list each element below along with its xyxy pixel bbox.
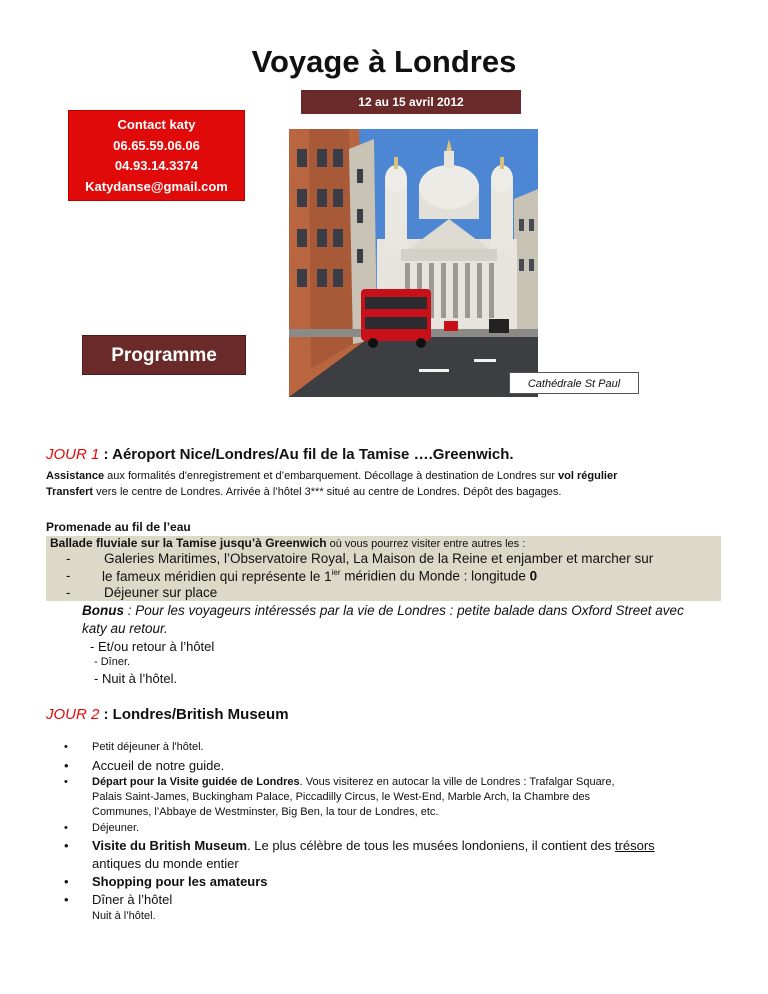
ballade-bold: Ballade fluviale sur la Tamise jusqu’à Greenwich bbox=[50, 536, 327, 550]
bonus-text1: : Pour les voyageurs intéressés par la vie de Londres : petite balade dans Oxford Street avec bbox=[124, 603, 684, 618]
jour2-b5-underline: trésors bbox=[614, 838, 655, 853]
list-item: • Dîner à l’hôtel bbox=[64, 892, 173, 907]
jour2-b5-text2: antiques du monde entier bbox=[92, 856, 239, 871]
jour2-b3-text3: Communes, l’Abbaye de Westminster, Big Ben, la tour de Londres, etc. bbox=[92, 806, 439, 818]
contact-phone-2: 04.93.14.3374 bbox=[114, 158, 199, 173]
jour1-diner: - Dîner. bbox=[94, 656, 131, 668]
page-title: Voyage à Londres bbox=[251, 44, 517, 79]
jour2-b3-text2: Palais Saint-James, Buckingham Palace, Piccadilly Circus, le West-End, Marble Arch, la Chambre des bbox=[92, 791, 591, 803]
jour2-b6: Shopping pour les amateurs bbox=[92, 874, 268, 889]
jour2-prefix: JOUR 2 bbox=[46, 706, 100, 723]
jour2-b3-bold: Départ pour la Visite guidée de Londres bbox=[92, 776, 300, 788]
list-item: • Visite du British Museum. Le plus célèbre de tous les musées londoniens, il contient des trésors bbox=[64, 838, 655, 853]
jour1-line2-text: vers le centre de Londres. Arrivée à l’hôtel 3*** situé au centre de Londres. Dépôt des bagages. bbox=[93, 486, 562, 498]
list-item: - Galeries Maritimes, l’Observatoire Royal, La Maison de la Reine et enjamber et marcher sur bbox=[66, 551, 654, 566]
bonus-line2: katy au retour. bbox=[82, 621, 168, 636]
jour1-nuit: - Nuit à l’hôtel. bbox=[94, 671, 178, 686]
contact-phone-1: 06.65.59.06.06 bbox=[113, 137, 200, 153]
jour1-heading bbox=[46, 446, 514, 463]
contact-label: Contact katy bbox=[117, 117, 196, 132]
jour1-line2 bbox=[46, 486, 561, 498]
programme-heading: Programme bbox=[82, 335, 246, 375]
jour1-item2-sup: ier bbox=[331, 568, 341, 577]
list-item: - Déjeuner sur place bbox=[66, 585, 218, 600]
contact-box bbox=[68, 110, 245, 201]
date-banner: 12 au 15 avril 2012 bbox=[301, 90, 521, 114]
jour2-b2: Accueil de notre guide. bbox=[92, 758, 225, 773]
jour2-heading bbox=[46, 706, 289, 723]
jour2-b7: Dîner à l’hôtel bbox=[92, 892, 173, 907]
bonus-label: Bonus bbox=[82, 603, 124, 618]
jour1-line1-text: aux formalités d'enregistrement et d’embarquement. Décollage à destination de Londres sur bbox=[104, 470, 559, 482]
jour2-b5-text1: . Le plus célèbre de tous les musées londoniens, il contient des bbox=[247, 838, 615, 853]
ballade-text: où vous pourrez visiter entre autres les : bbox=[326, 538, 526, 550]
jour1-assistance: Assistance bbox=[46, 470, 105, 482]
jour2-b1: Petit déjeuner à l'hôtel. bbox=[92, 741, 204, 753]
jour2-title: : Londres/British Museum bbox=[99, 706, 289, 723]
bonus-line1 bbox=[82, 603, 684, 618]
jour1-transfert: Transfert bbox=[46, 486, 94, 498]
jour1-item3: Déjeuner sur place bbox=[104, 585, 218, 600]
list-item: • Shopping pour les amateurs bbox=[64, 874, 268, 889]
jour2-b5-bold: Visite du British Museum bbox=[92, 838, 248, 853]
jour1-line1 bbox=[46, 470, 617, 482]
jour1-etou: - Et/ou retour à l’hôtel bbox=[90, 639, 215, 654]
jour1-item2a: le fameux méridien qui représente le 1 bbox=[102, 568, 332, 584]
list-item: - le fameux méridien qui représente le $1^{ier}$ méridien du Monde : longitude 0 bbox=[66, 568, 538, 584]
photo-caption: Cathédrale St Paul bbox=[509, 372, 639, 394]
jour1-item2b: méridien du Monde : longitude bbox=[340, 568, 530, 584]
promenade-heading: Promenade au fil de l’eau bbox=[46, 520, 191, 534]
jour1-item2-bold: 0 bbox=[529, 568, 538, 584]
cathedral-photo bbox=[289, 129, 538, 397]
ballade-line bbox=[50, 536, 525, 550]
jour1-item1: Galeries Maritimes, l’Observatoire Royal, La Maison de la Reine et enjamber et marcher sur bbox=[104, 551, 654, 566]
jour2-b4: Déjeuner. bbox=[92, 822, 140, 834]
contact-email: Katydanse@gmail.com bbox=[85, 178, 228, 194]
jour2-b8: Nuit à l’hôtel. bbox=[92, 910, 156, 922]
list-item: • Petit déjeuner à l'hôtel. bbox=[64, 741, 204, 753]
jour2-b3-text1: . Vous visiterez en autocar la ville de Londres : Trafalgar Square, bbox=[299, 776, 615, 788]
list-item: • Départ pour la Visite guidée de Londres. Vous visiterez en autocar la ville de Londres : Trafalgar Square, bbox=[64, 776, 615, 788]
jour1-vol: vol régulier bbox=[558, 470, 618, 482]
list-item: • Déjeuner. bbox=[64, 822, 140, 834]
jour1-title: : Aéroport Nice/Londres/Au fil de la Tamise ….Greenwich. bbox=[99, 446, 514, 463]
jour1-prefix: JOUR 1 bbox=[46, 446, 100, 463]
list-item: • Accueil de notre guide. bbox=[64, 758, 225, 773]
